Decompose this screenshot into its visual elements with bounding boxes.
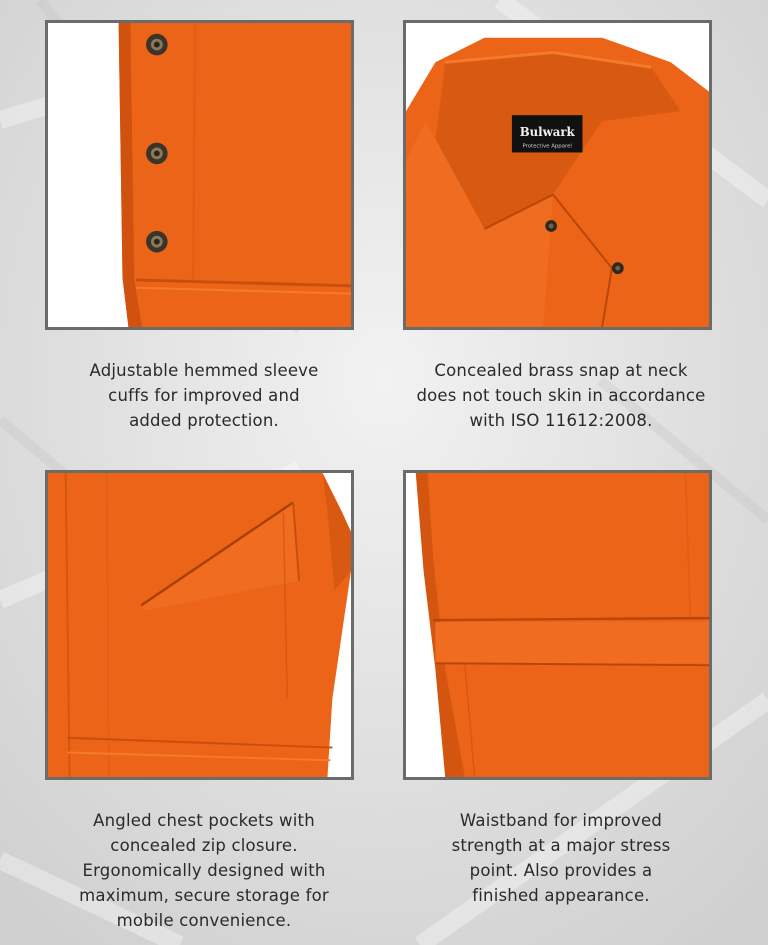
waistband-photo	[403, 470, 712, 780]
caption-line: Waistband for improved	[459, 811, 663, 830]
snap-button-3	[146, 231, 168, 253]
caption-line: point. Also provides a	[469, 861, 653, 880]
caption-line: Angled chest pockets with	[93, 811, 315, 830]
waistband-caption	[401, 808, 721, 908]
caption-line: strength at a major stress	[451, 836, 671, 855]
caption-line: Ergonomically designed with	[82, 861, 326, 880]
neck-snap-caption	[401, 358, 721, 433]
brand-tagline: Protective Apparel	[522, 143, 572, 150]
caption-line: Adjustable hemmed sleeve	[89, 361, 319, 380]
caption-line: with ISO 11612:2008.	[469, 411, 653, 430]
caption-line: mobile convenience.	[116, 911, 292, 930]
collar-snap-photo	[403, 20, 712, 330]
caption-line: finished appearance.	[472, 886, 650, 905]
neck-snap-button	[545, 220, 557, 232]
caption-line: Concealed brass snap at neck	[434, 361, 688, 380]
brand-label	[512, 115, 583, 152]
snap-button-1	[146, 34, 168, 56]
brand-name: Bulwark	[519, 124, 575, 139]
caption-line: cuffs for improved and	[108, 386, 300, 405]
lapel-snap-button	[612, 262, 624, 274]
snap-button-2	[146, 143, 168, 165]
caption-line: concealed zip closure.	[110, 836, 298, 855]
chest-pocket-photo	[45, 470, 354, 780]
chest-pocket-caption	[44, 808, 364, 933]
caption-line: does not touch skin in accordance	[416, 386, 706, 405]
sleeve-cuff-caption	[44, 358, 364, 433]
caption-line: added protection.	[129, 411, 279, 430]
sleeve-cuff-photo	[45, 20, 354, 330]
caption-line: maximum, secure storage for	[79, 886, 329, 905]
